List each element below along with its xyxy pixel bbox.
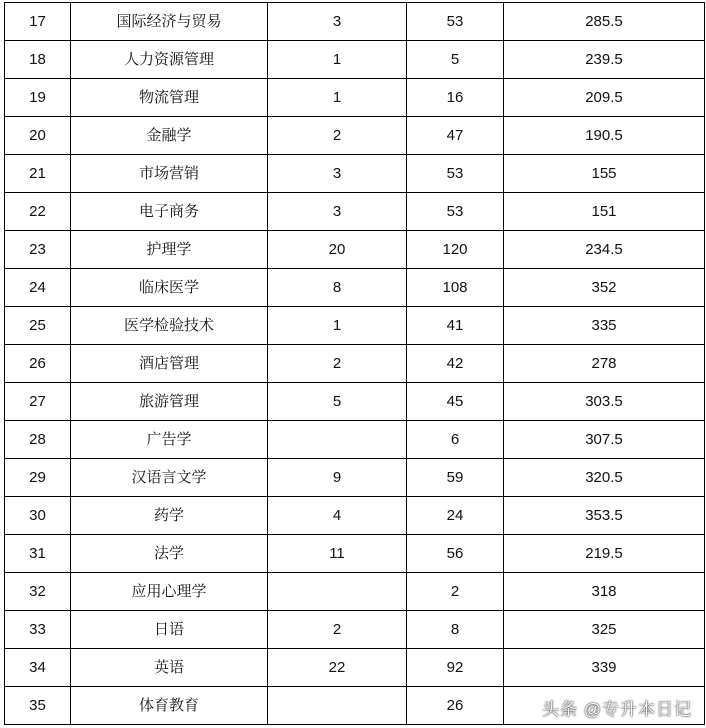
major-name: 广告学 xyxy=(71,421,268,459)
major-name: 应用心理学 xyxy=(71,573,268,611)
col-4-value: 45 xyxy=(407,383,504,421)
col-3-value: 3 xyxy=(268,3,407,41)
row-number: 31 xyxy=(5,535,71,573)
major-name: 护理学 xyxy=(71,231,268,269)
col-3-value xyxy=(268,573,407,611)
col-4-value: 42 xyxy=(407,345,504,383)
col-3-value: 5 xyxy=(268,383,407,421)
col-4-value: 53 xyxy=(407,3,504,41)
table-row xyxy=(5,459,705,497)
col-3-value: 1 xyxy=(268,307,407,345)
col-4-value: 53 xyxy=(407,155,504,193)
row-number: 33 xyxy=(5,611,71,649)
row-number: 34 xyxy=(5,649,71,687)
col-3-value: 20 xyxy=(268,231,407,269)
col-4-value: 24 xyxy=(407,497,504,535)
col-4-value: 26 xyxy=(407,687,504,725)
table-row xyxy=(5,383,705,421)
score-value: 209.5 xyxy=(504,79,705,117)
col-3-value: 4 xyxy=(268,497,407,535)
table-row xyxy=(5,535,705,573)
score-value: 325 xyxy=(504,611,705,649)
col-3-value xyxy=(268,687,407,725)
major-name: 市场营销 xyxy=(71,155,268,193)
score-value: 318 xyxy=(504,573,705,611)
table-row xyxy=(5,345,705,383)
table-row xyxy=(5,3,705,41)
score-value: 353.5 xyxy=(504,497,705,535)
major-name: 英语 xyxy=(71,649,268,687)
major-name: 国际经济与贸易 xyxy=(71,3,268,41)
data-table xyxy=(4,2,705,725)
score-value: 155 xyxy=(504,155,705,193)
col-3-value: 8 xyxy=(268,269,407,307)
row-number: 25 xyxy=(5,307,71,345)
row-number: 28 xyxy=(5,421,71,459)
row-number: 29 xyxy=(5,459,71,497)
score-value: 219.5 xyxy=(504,535,705,573)
row-number: 22 xyxy=(5,193,71,231)
table-row xyxy=(5,117,705,155)
col-4-value: 8 xyxy=(407,611,504,649)
row-number: 17 xyxy=(5,3,71,41)
col-4-value: 120 xyxy=(407,231,504,269)
row-number: 20 xyxy=(5,117,71,155)
col-4-value: 6 xyxy=(407,421,504,459)
score-value: 239.5 xyxy=(504,41,705,79)
score-value: 352 xyxy=(504,269,705,307)
score-value: 339 xyxy=(504,649,705,687)
major-name: 旅游管理 xyxy=(71,383,268,421)
score-value: 285.5 xyxy=(504,3,705,41)
table-row xyxy=(5,421,705,459)
table-row xyxy=(5,41,705,79)
table-row xyxy=(5,193,705,231)
row-number: 18 xyxy=(5,41,71,79)
table-row xyxy=(5,231,705,269)
col-3-value: 2 xyxy=(268,117,407,155)
col-3-value: 22 xyxy=(268,649,407,687)
col-4-value: 59 xyxy=(407,459,504,497)
major-name: 汉语言文学 xyxy=(71,459,268,497)
table-row xyxy=(5,649,705,687)
score-value: 151 xyxy=(504,193,705,231)
row-number: 30 xyxy=(5,497,71,535)
score-value: 335 xyxy=(504,307,705,345)
table-row xyxy=(5,611,705,649)
row-number: 27 xyxy=(5,383,71,421)
score-value: 307.5 xyxy=(504,421,705,459)
major-name: 医学检验技术 xyxy=(71,307,268,345)
major-name: 法学 xyxy=(71,535,268,573)
row-number: 24 xyxy=(5,269,71,307)
col-3-value xyxy=(268,421,407,459)
major-name: 酒店管理 xyxy=(71,345,268,383)
table-row xyxy=(5,155,705,193)
major-name: 日语 xyxy=(71,611,268,649)
col-4-value: 5 xyxy=(407,41,504,79)
col-4-value: 2 xyxy=(407,573,504,611)
watermark: 头条 @专升本日记 xyxy=(542,700,692,719)
score-value: 190.5 xyxy=(504,117,705,155)
col-4-value: 16 xyxy=(407,79,504,117)
major-name: 人力资源管理 xyxy=(71,41,268,79)
col-3-value: 11 xyxy=(268,535,407,573)
score-value: 303.5 xyxy=(504,383,705,421)
col-4-value: 41 xyxy=(407,307,504,345)
row-number: 32 xyxy=(5,573,71,611)
major-name: 体育教育 xyxy=(71,687,268,725)
row-number: 26 xyxy=(5,345,71,383)
row-number: 23 xyxy=(5,231,71,269)
col-4-value: 108 xyxy=(407,269,504,307)
col-3-value: 3 xyxy=(268,155,407,193)
row-number: 35 xyxy=(5,687,71,725)
col-3-value: 1 xyxy=(268,41,407,79)
col-4-value: 92 xyxy=(407,649,504,687)
major-name: 药学 xyxy=(71,497,268,535)
col-3-value: 9 xyxy=(268,459,407,497)
row-number: 21 xyxy=(5,155,71,193)
table-row xyxy=(5,497,705,535)
score-value: 320.5 xyxy=(504,459,705,497)
major-name: 金融学 xyxy=(71,117,268,155)
major-name: 临床医学 xyxy=(71,269,268,307)
score-value: 234.5 xyxy=(504,231,705,269)
score-value: 278 xyxy=(504,345,705,383)
col-3-value: 1 xyxy=(268,79,407,117)
table-row xyxy=(5,573,705,611)
major-name: 电子商务 xyxy=(71,193,268,231)
col-3-value: 2 xyxy=(268,611,407,649)
table-row xyxy=(5,269,705,307)
col-4-value: 53 xyxy=(407,193,504,231)
col-4-value: 47 xyxy=(407,117,504,155)
row-number: 19 xyxy=(5,79,71,117)
table-row xyxy=(5,79,705,117)
col-3-value: 2 xyxy=(268,345,407,383)
col-4-value: 56 xyxy=(407,535,504,573)
col-3-value: 3 xyxy=(268,193,407,231)
table-row xyxy=(5,307,705,345)
major-name: 物流管理 xyxy=(71,79,268,117)
